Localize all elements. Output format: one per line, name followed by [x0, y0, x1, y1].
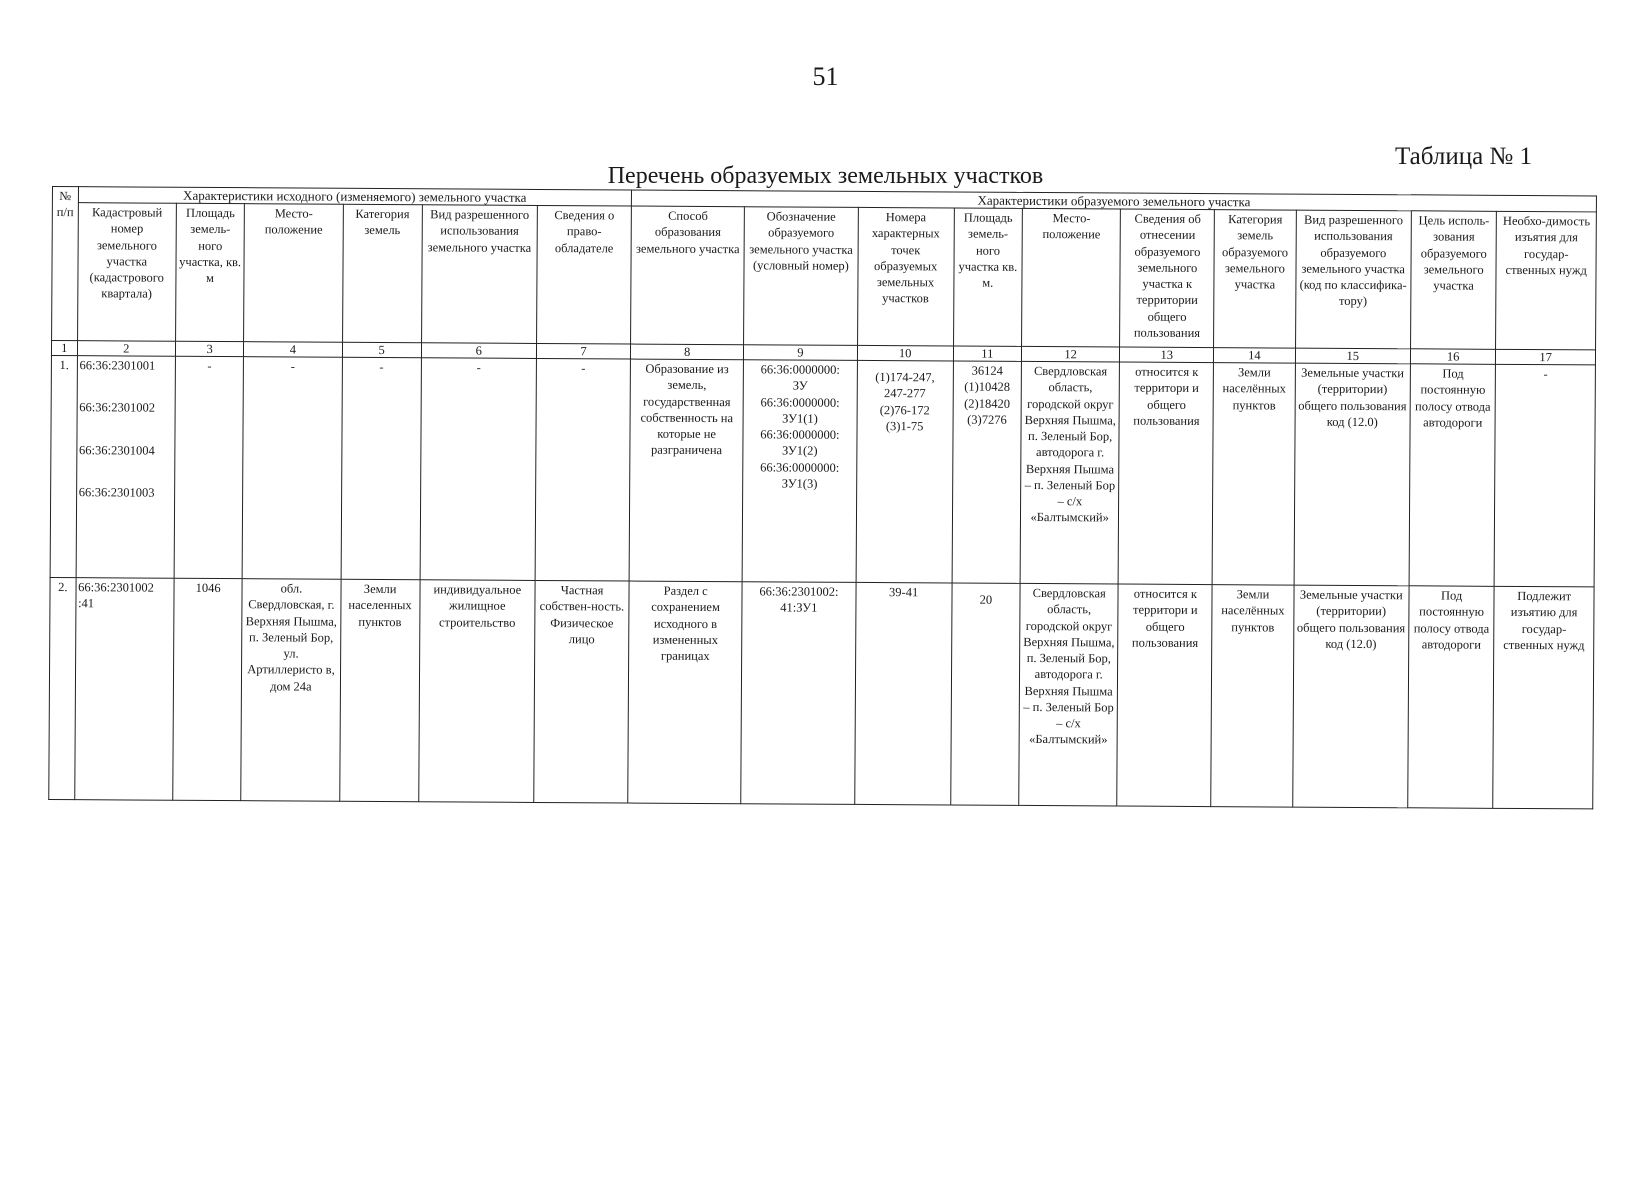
purpose-cell: Под постоянную полосу отвода автодороги	[1408, 586, 1495, 809]
category-cell: Земли населенных пунктов	[339, 579, 419, 801]
header-cadastral-number: Кадастровый номер земельного участка (кадастрового квартала)	[77, 203, 176, 342]
point-numbers-cell	[854, 582, 952, 805]
seizure-cell: -	[1494, 364, 1595, 587]
point-numbers-line: (2)76-172	[879, 402, 930, 417]
column-number: 1	[51, 341, 77, 356]
new-area-cell	[952, 361, 1022, 583]
header-seizure: Необхо-димость изъятия для государ-ственных нужд	[1496, 211, 1596, 350]
header-designation: Обозначение образуемого земельного участка (условный номер)	[744, 207, 858, 346]
formation-method-cell: Раздел с сохранением исходного в измененных границах	[628, 581, 743, 804]
point-numbers-line: 39-41	[889, 585, 919, 600]
column-number: 8	[630, 344, 743, 360]
designation-cell	[742, 360, 857, 583]
header-owner-info: Сведения о право-обладателе	[537, 205, 632, 344]
cadastral-number: 66:36:2301003	[78, 484, 155, 500]
designation-line: 66:36:0000000:	[760, 394, 840, 410]
new-area-line: (1)10428	[964, 379, 1011, 395]
column-number: 4	[244, 342, 342, 358]
purpose-cell: Под постоянную полосу отвода автодороги	[1409, 364, 1496, 587]
new-area-line: 36124	[971, 363, 1003, 378]
column-number: 17	[1496, 349, 1596, 365]
new-category-cell: Земли населённых пунктов	[1211, 585, 1294, 807]
header-group-original: Характеристики исходного (изменяемого) земельного участка	[78, 187, 631, 206]
location-cell: -	[242, 357, 342, 580]
designation-line: ЗУ1(2)	[781, 443, 818, 458]
cadastral-number: 66:36:2301004	[78, 442, 155, 458]
permitted-use-cell: индивидуальное жилищное строительство	[418, 580, 535, 803]
row-number: 2.	[49, 577, 76, 799]
header-row-columns	[52, 203, 1597, 350]
cadastral-number: 66:36:2301002	[79, 400, 156, 415]
cadastral-number-cell	[74, 578, 174, 801]
column-number: 3	[175, 341, 243, 356]
new-location-cell: Свердловская область, городской округ Верхняя Пышма, п. Зеленый Бор, автодорога г. Верхняя Пышма – п. Зеленый Бор – с/х «Балтымский»	[1019, 583, 1119, 806]
designation-line: ЗУ1(1)	[782, 411, 818, 426]
new-area-line: 20	[979, 592, 993, 607]
column-number: 2	[77, 341, 175, 357]
new-area-line: (3)7276	[967, 412, 1007, 427]
public-use-cell: относится к территори и общего пользования	[1117, 584, 1212, 807]
cadastral-number: 66:36:2301002	[78, 580, 154, 595]
designation-line: 66:36:0000000:	[760, 427, 840, 442]
designation-line: 41:ЗУ1	[780, 600, 818, 615]
header-purpose: Цель исполь-зования образуемого земельного участка	[1410, 211, 1496, 350]
column-number: 14	[1214, 348, 1295, 363]
area-cell: 1046	[173, 578, 243, 800]
column-number: 15	[1295, 348, 1410, 364]
header-category: Категория земель	[342, 204, 422, 342]
new-area-line: (2)18420	[964, 396, 1011, 411]
designation-line: 66:36:0000000:	[760, 362, 840, 377]
location-cell: обл. Свердловская, г. Верхняя Пышма, п. Зеленый Бор, ул. Артиллеристо в, дом 24а	[241, 579, 341, 802]
header-group-formed: Характеристики образуемого земельного участка	[631, 190, 1596, 212]
column-number: 16	[1410, 349, 1496, 365]
header-new-permitted-use: Вид разрешенного использования образуемого земельного участка (код по классифика-тору)	[1295, 210, 1411, 349]
point-numbers-line: (3)1-75	[885, 418, 924, 434]
owner-cell: Частная собствен-ность. Физическое лицо	[534, 580, 629, 803]
table-label: Таблица № 1	[1395, 143, 1533, 170]
point-numbers-cell	[856, 360, 954, 583]
header-location: Место-положение	[244, 204, 343, 343]
header-new-category: Категория земель образуемого земельного участка	[1214, 210, 1296, 348]
column-number: 12	[1022, 346, 1120, 362]
document-title: Перечень образуемых земельных участков	[607, 163, 1044, 189]
header-new-location: Место-положение	[1022, 208, 1121, 347]
formation-method-cell: Образование из земель, государственная собственность на которые не разграничена	[629, 359, 744, 582]
table-row	[49, 577, 1594, 808]
designation-line: 66:36:0000000:	[760, 459, 840, 475]
cadastral-number: :41	[78, 596, 95, 611]
new-location-cell: Свердловская область, городской округ Верхняя Пышма, п. Зеленый Бор, автодорога г. Верхняя Пышма – п. Зеленый Бор – с/х «Балтымский»	[1020, 361, 1120, 584]
header-public-use: Сведения об отнесении образуемого земельного участка к территории общего пользования	[1120, 209, 1215, 348]
table-row	[50, 355, 1595, 586]
designation-line: ЗУ1(3)	[781, 476, 818, 491]
point-numbers-line: 247-277	[883, 386, 926, 401]
public-use-cell: относится к территори и общего пользования	[1118, 362, 1213, 585]
new-area-cell	[950, 583, 1020, 805]
cadastral-number-cell	[76, 356, 176, 579]
column-number: 5	[342, 342, 421, 357]
page-number: 51	[812, 62, 839, 91]
new-category-cell: Земли населённых пунктов	[1212, 363, 1295, 585]
header-point-numbers: Номера характерных точек образуемых земельных участков	[857, 207, 954, 346]
header-permitted-use: Вид разрешенного использования земельного участка	[421, 205, 537, 344]
designation-cell	[741, 582, 856, 805]
land-plots-table-wrapper	[48, 186, 1597, 809]
column-number: 10	[857, 345, 953, 361]
land-plots-table	[48, 186, 1597, 809]
cadastral-number: 66:36:2301001	[79, 358, 156, 373]
column-number: 7	[536, 343, 630, 359]
owner-cell: -	[535, 358, 630, 581]
header-rownum: № п/п	[52, 187, 79, 341]
permitted-use-cell: -	[420, 358, 537, 581]
point-numbers-line: (1)174-247,	[875, 370, 935, 385]
category-cell: -	[341, 357, 421, 579]
column-number: 9	[744, 345, 857, 361]
header-area: Площадь земель-ного участка, кв. м	[175, 203, 244, 341]
header-formation-method: Способ образования земельного участка	[631, 206, 745, 345]
row-number: 1.	[50, 355, 77, 577]
column-number: 11	[953, 346, 1021, 361]
column-number: 13	[1120, 347, 1214, 363]
designation-line: 66:36:2301002:	[759, 584, 839, 599]
column-number: 6	[421, 343, 536, 359]
new-permitted-use-cell: Земельные участки (территории) общего пользования код (12.0)	[1292, 585, 1409, 808]
new-permitted-use-cell: Земельные участки (территории) общего пользования код (12.0)	[1294, 363, 1411, 586]
designation-line: ЗУ	[792, 378, 808, 393]
header-new-area: Площадь земель-ного участка кв. м.	[953, 208, 1022, 346]
area-cell: -	[174, 356, 244, 578]
seizure-cell: Подлежит изъятию для государ-ственных нужд	[1493, 586, 1594, 809]
